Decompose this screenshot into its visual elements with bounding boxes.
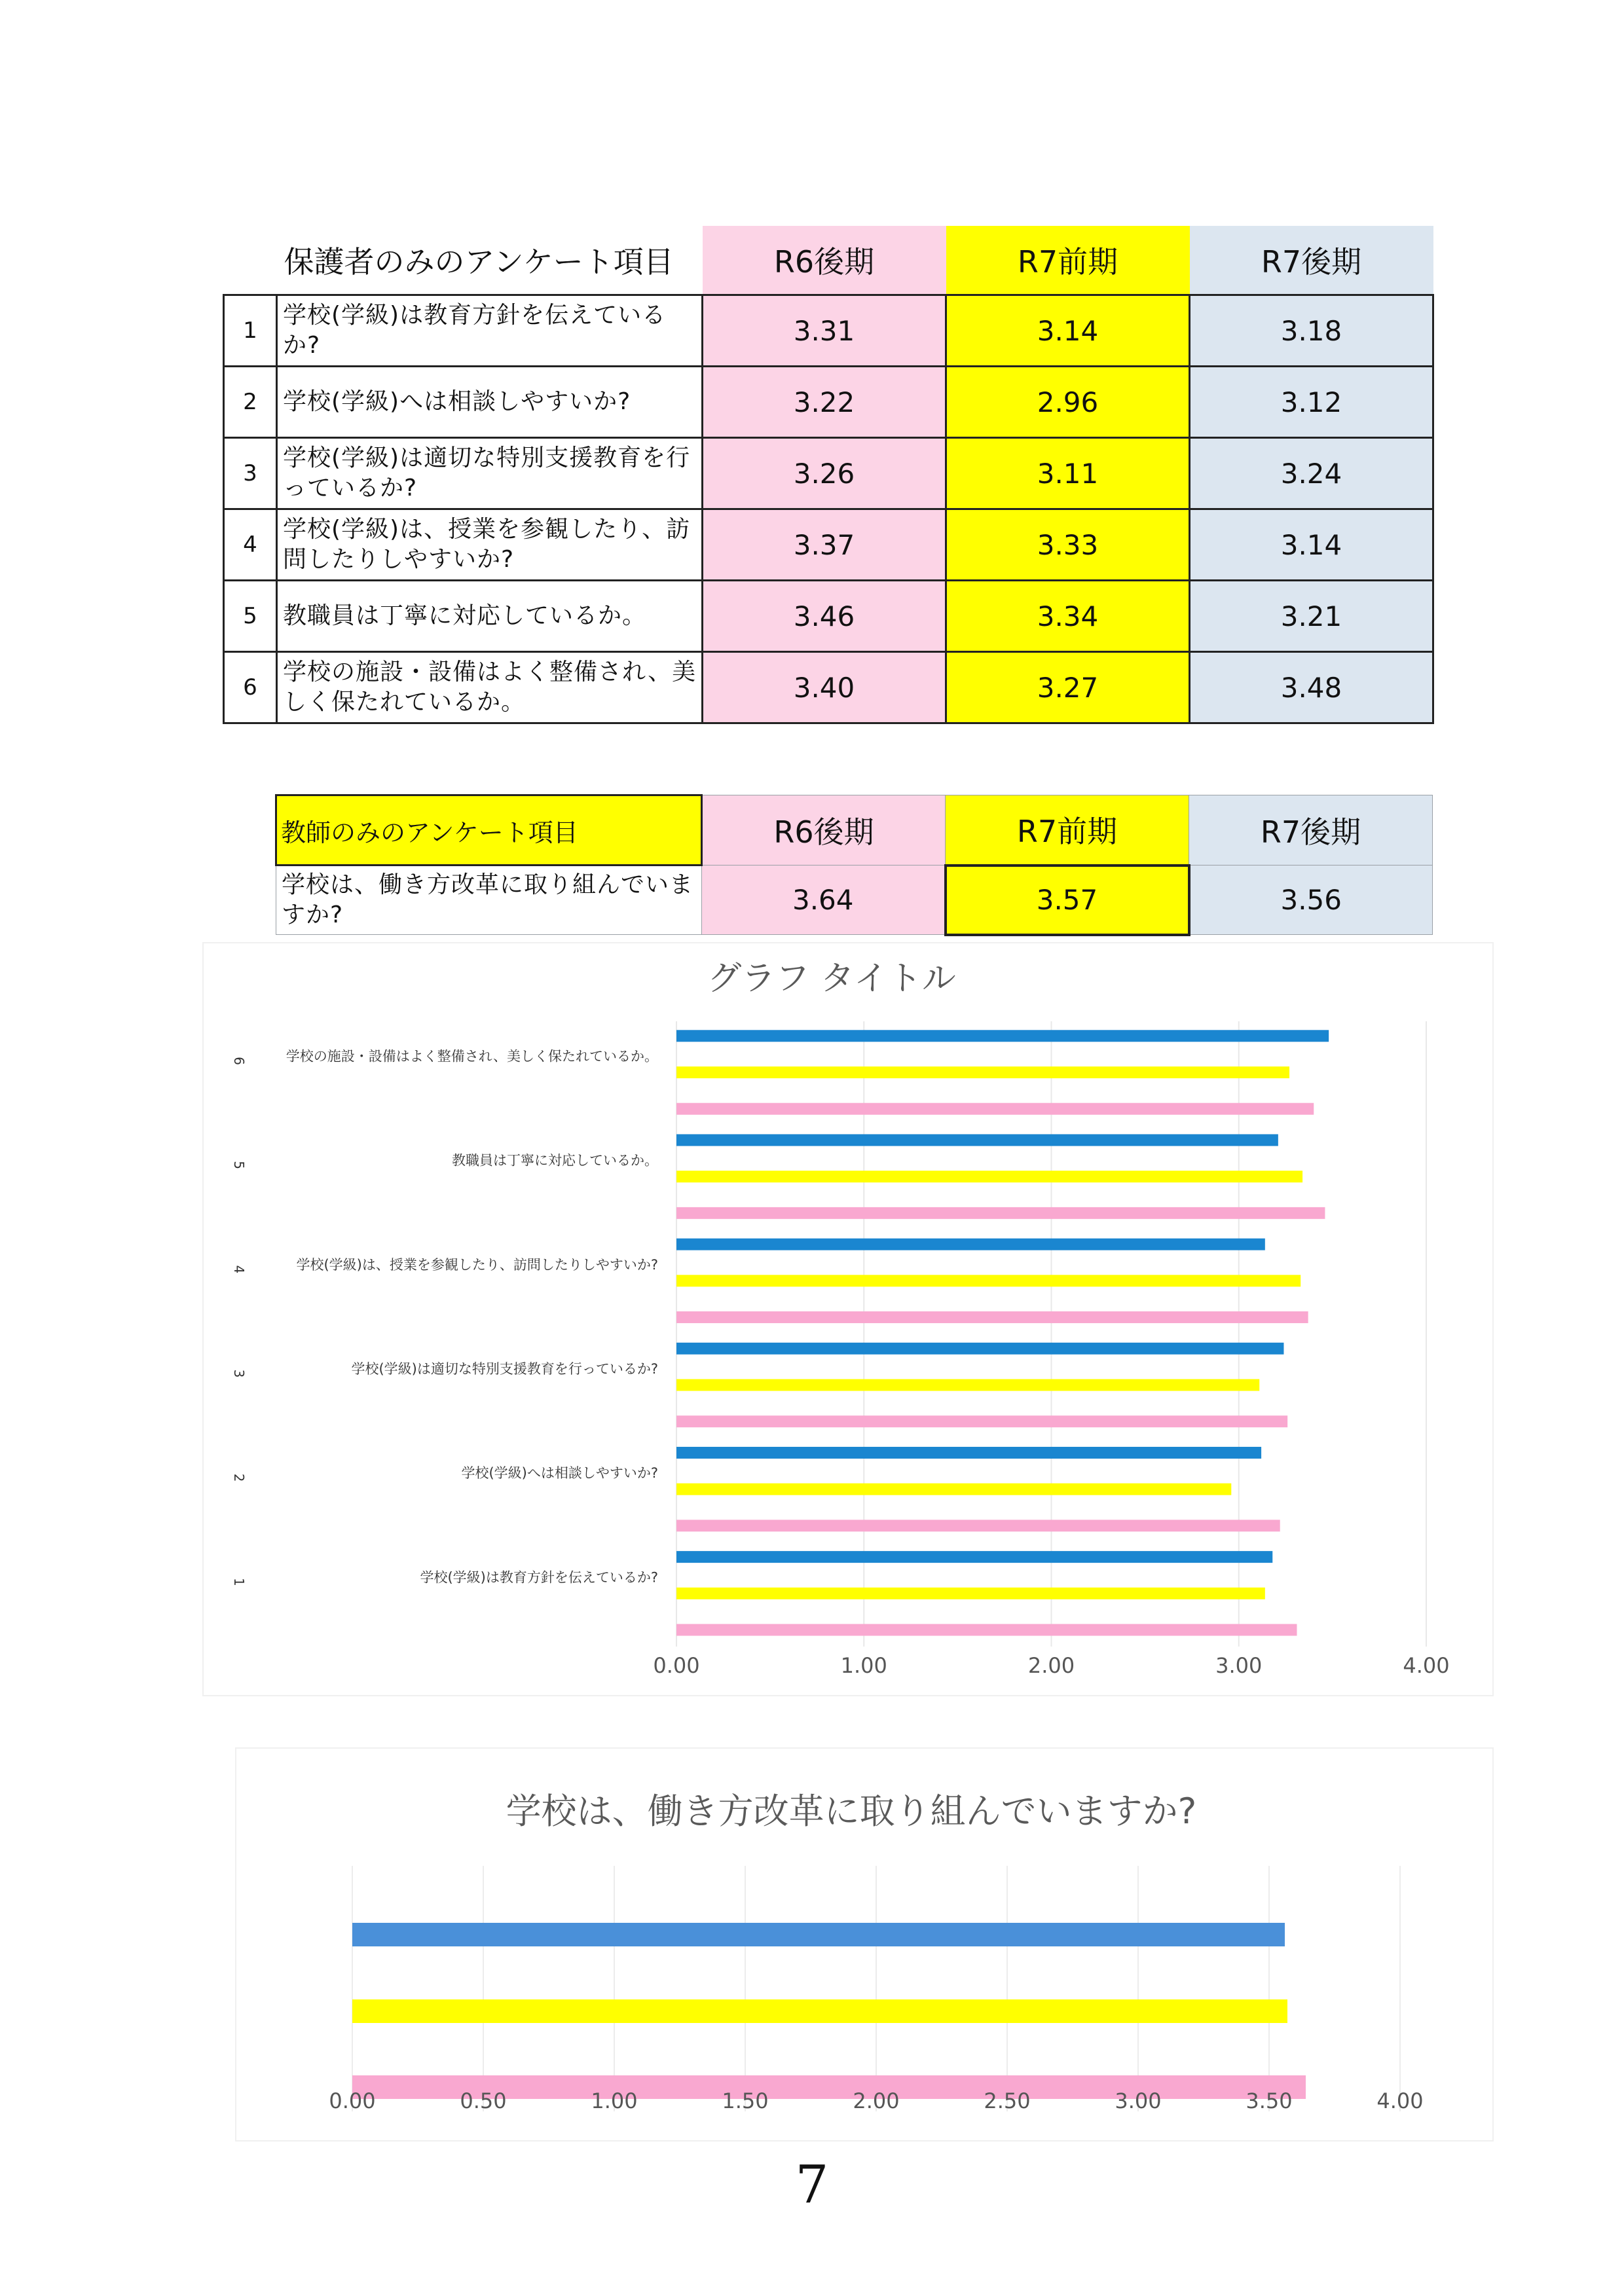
teacher-table-title: 教師のみのアンケート項目 (276, 795, 702, 866)
bar-R7前期-q2 (676, 1484, 1231, 1495)
x-tick-label: 4.00 (1403, 1653, 1450, 1678)
x-tick-label: 2.50 (984, 2088, 1031, 2113)
bar-R6後期-q6 (676, 1103, 1314, 1115)
bar-R7後期-q1 (676, 1551, 1272, 1563)
column-r6-late: R6後期 (702, 795, 946, 866)
value-r7-early: 3.14 (946, 295, 1190, 367)
value-r7-late: 3.18 (1190, 295, 1433, 367)
value-r6-late: 3.40 (703, 652, 946, 723)
x-tick-label: 2.00 (853, 2088, 900, 2113)
x-tick-label: 0.00 (653, 1653, 700, 1678)
column-r7-late: R7後期 (1190, 226, 1433, 295)
row-number: 3 (224, 438, 277, 509)
category-number: 2 (231, 1473, 247, 1482)
x-tick-label: 3.00 (1115, 2088, 1162, 2113)
value-r7-early: 3.33 (946, 509, 1190, 581)
question-text: 学校は、働き方改革に取り組んでいますか? (276, 866, 702, 935)
question-text: 学校(学級)は、授業を参観したり、訪問したりしやすいか? (277, 509, 703, 581)
bar-R7前期 (352, 1999, 1287, 2023)
question-text: 教職員は丁寧に対応しているか。 (277, 581, 703, 652)
category-label: 学校(学級)は、授業を参観したり、訪問したりしやすいか? (296, 1256, 658, 1273)
category-number: 6 (231, 1057, 247, 1065)
parent-table-title: 保護者のみのアンケート項目 (284, 244, 674, 280)
row-number: 1 (224, 295, 277, 367)
column-r7-early: R7前期 (946, 795, 1189, 866)
question-text: 学校(学級)は適切な特別支援教育を行っているか? (277, 438, 703, 509)
value-r6-late: 3.46 (703, 581, 946, 652)
bar-R7後期 (352, 1923, 1285, 1946)
value-r7-late: 3.24 (1190, 438, 1433, 509)
bar-R6後期-q4 (676, 1311, 1308, 1323)
bar-R7後期-q4 (676, 1239, 1265, 1250)
x-tick-label: 4.00 (1376, 2088, 1424, 2113)
x-tick-label: 1.00 (840, 1653, 887, 1678)
row-number: 2 (224, 367, 277, 438)
column-r7-early: R7前期 (946, 226, 1190, 295)
value-r7-late: 3.12 (1190, 367, 1433, 438)
value-r7-early: 3.27 (946, 652, 1190, 723)
value-r7-late: 3.48 (1190, 652, 1433, 723)
category-label: 学校の施設・設備はよく整備され、美しく保たれているか。 (286, 1048, 658, 1065)
value-r6-late: 3.22 (703, 367, 946, 438)
value-r7-early: 2.96 (946, 367, 1190, 438)
column-r7-late: R7後期 (1189, 795, 1433, 866)
x-tick-label: 3.50 (1246, 2088, 1293, 2113)
x-tick-label: 3.00 (1215, 1653, 1263, 1678)
value-r7-late: 3.56 (1189, 866, 1433, 935)
question-text: 学校の施設・設備はよく整備され、美しく保たれているか。 (277, 652, 703, 723)
value-r7-early: 3.11 (946, 438, 1190, 509)
question-text: 学校(学級)へは相談しやすいか? (277, 367, 703, 438)
chart-title: グラフ タイトル (707, 959, 956, 998)
bar-R7後期-q3 (676, 1343, 1283, 1355)
x-tick-label: 1.00 (591, 2088, 638, 2113)
bar-R7後期-q2 (676, 1447, 1261, 1459)
category-number: 4 (231, 1265, 247, 1274)
bar-R6後期-q5 (676, 1207, 1325, 1219)
category-label: 教職員は丁寧に対応しているか。 (452, 1152, 658, 1169)
value-r6-late: 3.31 (703, 295, 946, 367)
category-label: 学校(学級)は適切な特別支援教育を行っているか? (351, 1360, 658, 1377)
bar-R7後期-q6 (676, 1030, 1329, 1042)
bar-R7前期-q3 (676, 1379, 1259, 1391)
category-number: 3 (231, 1369, 247, 1378)
question-text: 学校(学級)は教育方針を伝えているか? (277, 295, 703, 367)
bar-R7前期-q6 (676, 1066, 1289, 1078)
bar-R6後期-q1 (676, 1624, 1297, 1636)
value-r6-late: 3.37 (703, 509, 946, 581)
bar-R6後期-q3 (676, 1415, 1287, 1427)
value-r6-late: 3.26 (703, 438, 946, 509)
row-number: 4 (224, 509, 277, 581)
bar-R7前期-q5 (676, 1171, 1302, 1182)
value-r6-late: 3.64 (702, 866, 946, 935)
row-number: 5 (224, 581, 277, 652)
x-tick-label: 0.50 (460, 2088, 507, 2113)
column-r6-late: R6後期 (703, 226, 946, 295)
parent-survey-chart (203, 943, 1493, 1696)
bar-R7前期-q1 (676, 1588, 1265, 1599)
x-tick-label: 1.50 (722, 2088, 769, 2113)
value-r7-late: 3.21 (1190, 581, 1433, 652)
x-tick-label: 0.00 (329, 2088, 376, 2113)
bar-R7前期-q4 (676, 1275, 1301, 1286)
category-number: 5 (231, 1161, 247, 1170)
category-label: 学校(学級)は教育方針を伝えているか? (420, 1569, 658, 1586)
x-tick-label: 2.00 (1027, 1653, 1075, 1678)
page-number: 7 (795, 2154, 829, 2215)
teacher-survey-chart (236, 1748, 1493, 2141)
value-r7-early: 3.57 (946, 866, 1189, 935)
bar-R7後期-q5 (676, 1134, 1278, 1146)
category-label: 学校(学級)へは相談しやすいか? (461, 1465, 658, 1482)
bar-R6後期-q2 (676, 1520, 1280, 1531)
category-number: 1 (231, 1577, 247, 1586)
chart-title: 学校は、働き方改革に取り組んでいますか? (506, 1791, 1197, 1832)
row-number: 6 (224, 652, 277, 723)
value-r7-late: 3.14 (1190, 509, 1433, 581)
value-r7-early: 3.34 (946, 581, 1190, 652)
